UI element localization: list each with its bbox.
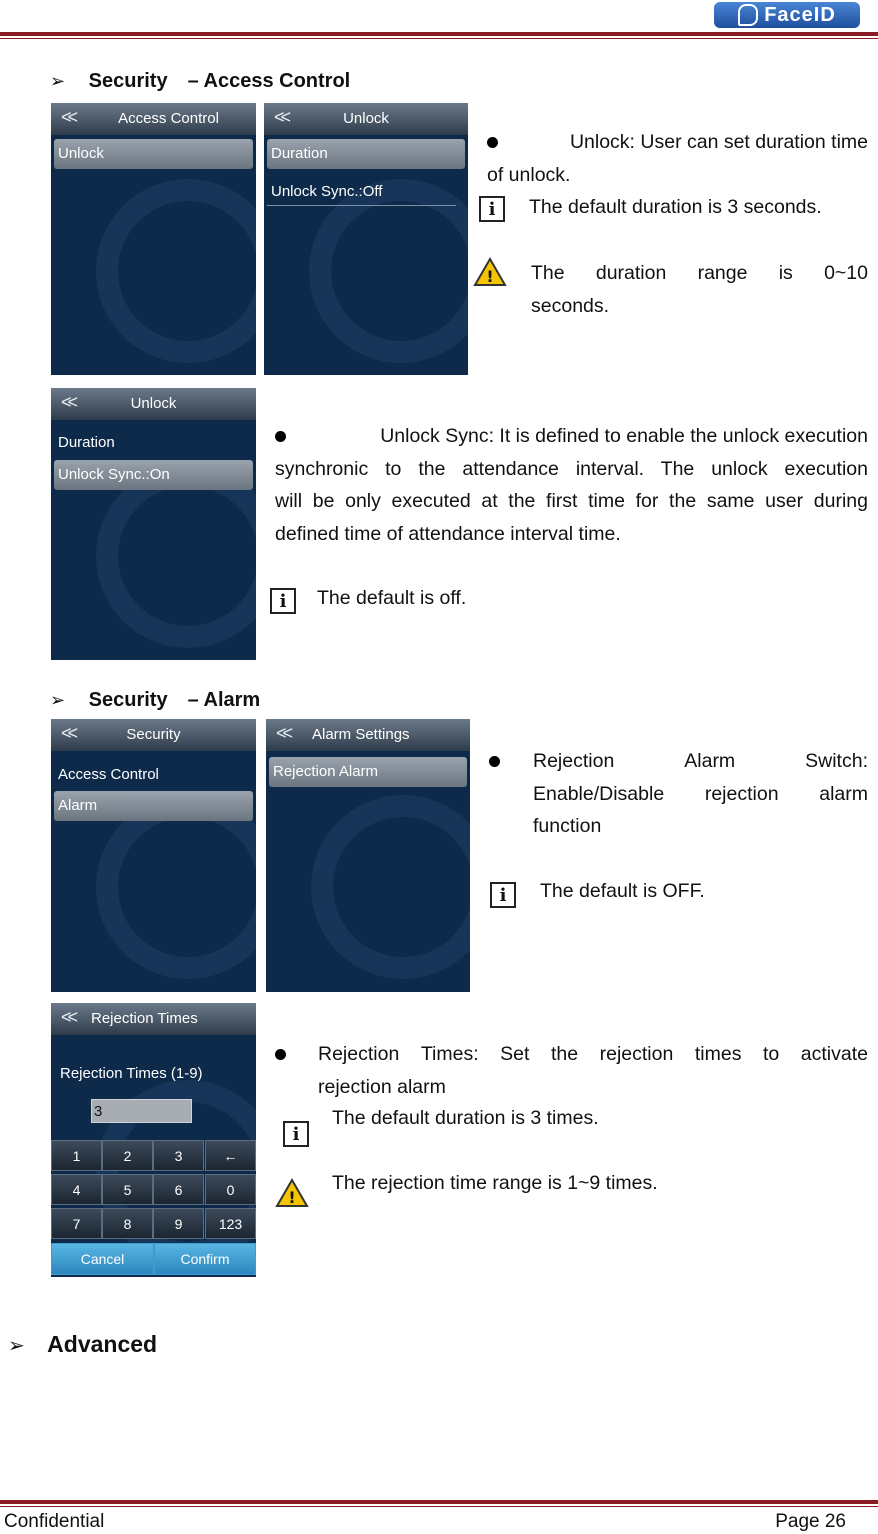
sync-line2: synchronic to the attendance interval. The unlock execution [275, 457, 868, 480]
arrow-bullet-icon: ➢ [50, 71, 66, 91]
rej-alarm-line1: Rejection Alarm Switch: [533, 750, 868, 772]
screen-title: Unlock [130, 395, 177, 412]
sync-line4: defined time of attendance interval time. [275, 522, 621, 545]
rej-times-range-note: The rejection time range is 1~9 times. [332, 1172, 658, 1194]
bullet-dot-icon [275, 1038, 286, 1071]
sync-default-note: The default is off. [317, 587, 467, 609]
screen-rejection-times [51, 1003, 256, 1277]
key-8[interactable]: 8 [102, 1208, 153, 1239]
menu-item-unlock-sync[interactable]: Unlock Sync.:On [54, 460, 253, 490]
bullet-dot-icon [487, 126, 498, 159]
info-icon: i [283, 1121, 309, 1147]
rejection-times-input[interactable]: 3 [91, 1099, 192, 1123]
unlock-default-note: The default duration is 3 seconds. [529, 196, 822, 218]
back-chevron-icon[interactable]: << [61, 1007, 75, 1027]
bullet-dot-icon [275, 420, 286, 453]
sync-line1: Unlock Sync: It is defined to enable the unlock execution [380, 425, 868, 447]
numeric-keypad [51, 1140, 256, 1276]
section-title: Security – Alarm [88, 689, 261, 711]
confirm-button[interactable]: Confirm [154, 1243, 256, 1275]
menu-item-rejection-alarm[interactable]: Rejection Alarm [269, 757, 467, 787]
screen-security [51, 719, 256, 992]
menu-item-duration[interactable]: Duration [58, 434, 115, 451]
rej-alarm-default-note: The default is OFF. [540, 880, 705, 902]
cancel-button[interactable]: Cancel [51, 1243, 154, 1275]
info-icon: i [270, 588, 296, 614]
key-6[interactable]: 6 [153, 1174, 204, 1205]
rej-times-line1: Rejection Times: Set the rejection times to activate [318, 1043, 868, 1065]
warning-icon [473, 257, 507, 287]
unlock-description [487, 126, 868, 191]
rej-alarm-line3: function [533, 815, 602, 837]
footer-rule-thin [0, 1506, 878, 1507]
screen-header [51, 388, 256, 420]
key-0[interactable]: 0 [205, 1174, 256, 1205]
screen-header [266, 719, 470, 751]
back-chevron-icon[interactable]: << [276, 723, 290, 743]
section-title: Advanced [47, 1331, 158, 1357]
back-chevron-icon[interactable]: << [61, 723, 75, 743]
menu-item-unlock-sync[interactable]: Unlock Sync.:Off [271, 183, 383, 200]
screen-title: Rejection Times [91, 1010, 198, 1027]
screen-header [51, 103, 256, 135]
rej-times-default-note: The default duration is 3 times. [332, 1107, 599, 1129]
footer-rule [0, 1500, 878, 1504]
key-4[interactable]: 4 [51, 1174, 102, 1205]
info-icon: i [479, 196, 505, 222]
arrow-bullet-icon: ➢ [8, 1335, 25, 1357]
back-chevron-icon[interactable]: << [61, 392, 75, 412]
menu-item-access-control[interactable]: Access Control [58, 766, 159, 783]
screen-header [264, 103, 468, 135]
screen-title: Security [126, 726, 181, 743]
warning-icon [275, 1178, 309, 1208]
info-icon: i [490, 882, 516, 908]
screen-unlock-on [51, 388, 256, 660]
menu-item-alarm[interactable]: Alarm [54, 791, 253, 821]
menu-item-unlock[interactable]: Unlock [54, 139, 253, 169]
menu-divider [267, 205, 456, 206]
section-alarm [50, 683, 260, 712]
menu-item-duration[interactable]: Duration [267, 139, 465, 169]
screen-unlock-off [264, 103, 468, 375]
screen-title: Access Control [118, 110, 219, 127]
sync-line3: will be only executed at the first time for the same user during [275, 490, 868, 512]
logo-text: FaceID [764, 3, 836, 26]
rejection-times-description [275, 1038, 868, 1103]
screen-alarm-settings [266, 719, 470, 992]
rejection-times-label: Rejection Times (1-9) [60, 1065, 203, 1082]
arrow-bullet-icon: ➢ [50, 690, 66, 710]
key-9[interactable]: 9 [153, 1208, 204, 1239]
screen-title: Unlock [343, 110, 389, 127]
unlock-desc-line2: of unlock. [487, 163, 571, 186]
svg-text:!: ! [486, 267, 494, 286]
key-5[interactable]: 5 [102, 1174, 153, 1205]
section-access-control [50, 64, 350, 93]
unlock-range-line2: seconds. [531, 295, 610, 317]
faceid-logo [714, 2, 860, 28]
key-backspace[interactable]: ← [205, 1140, 256, 1171]
section-title: Security – Access Control [88, 70, 351, 92]
face-logo-icon [738, 4, 758, 26]
key-123[interactable]: 123 [205, 1208, 256, 1239]
back-chevron-icon[interactable]: << [61, 107, 75, 127]
rejection-alarm-description [489, 745, 868, 843]
screen-header [51, 1003, 256, 1035]
screen-access-control [51, 103, 256, 375]
rej-times-line2: rejection alarm [318, 1075, 446, 1098]
header-rule-thin [0, 38, 878, 39]
key-3[interactable]: 3 [153, 1140, 204, 1171]
key-2[interactable]: 2 [102, 1140, 153, 1171]
header-rule [0, 32, 878, 36]
bullet-dot-icon [489, 745, 500, 778]
key-7[interactable]: 7 [51, 1208, 102, 1239]
svg-text:!: ! [288, 1188, 296, 1207]
footer-confidential: Confidential [4, 1511, 105, 1532]
unlock-sync-description [275, 420, 868, 550]
section-advanced [8, 1331, 157, 1358]
screen-header [51, 719, 256, 751]
unlock-range-line1: The duration range is 0~10 [531, 262, 868, 284]
screen-title: Alarm Settings [312, 726, 410, 743]
back-chevron-icon[interactable]: << [274, 107, 288, 127]
key-1[interactable]: 1 [51, 1140, 102, 1171]
footer-page-number: Page 26 [775, 1511, 846, 1532]
unlock-desc-line1: Unlock: User can set duration time [569, 131, 868, 153]
rej-alarm-line2: Enable/Disable rejection alarm [533, 782, 868, 805]
